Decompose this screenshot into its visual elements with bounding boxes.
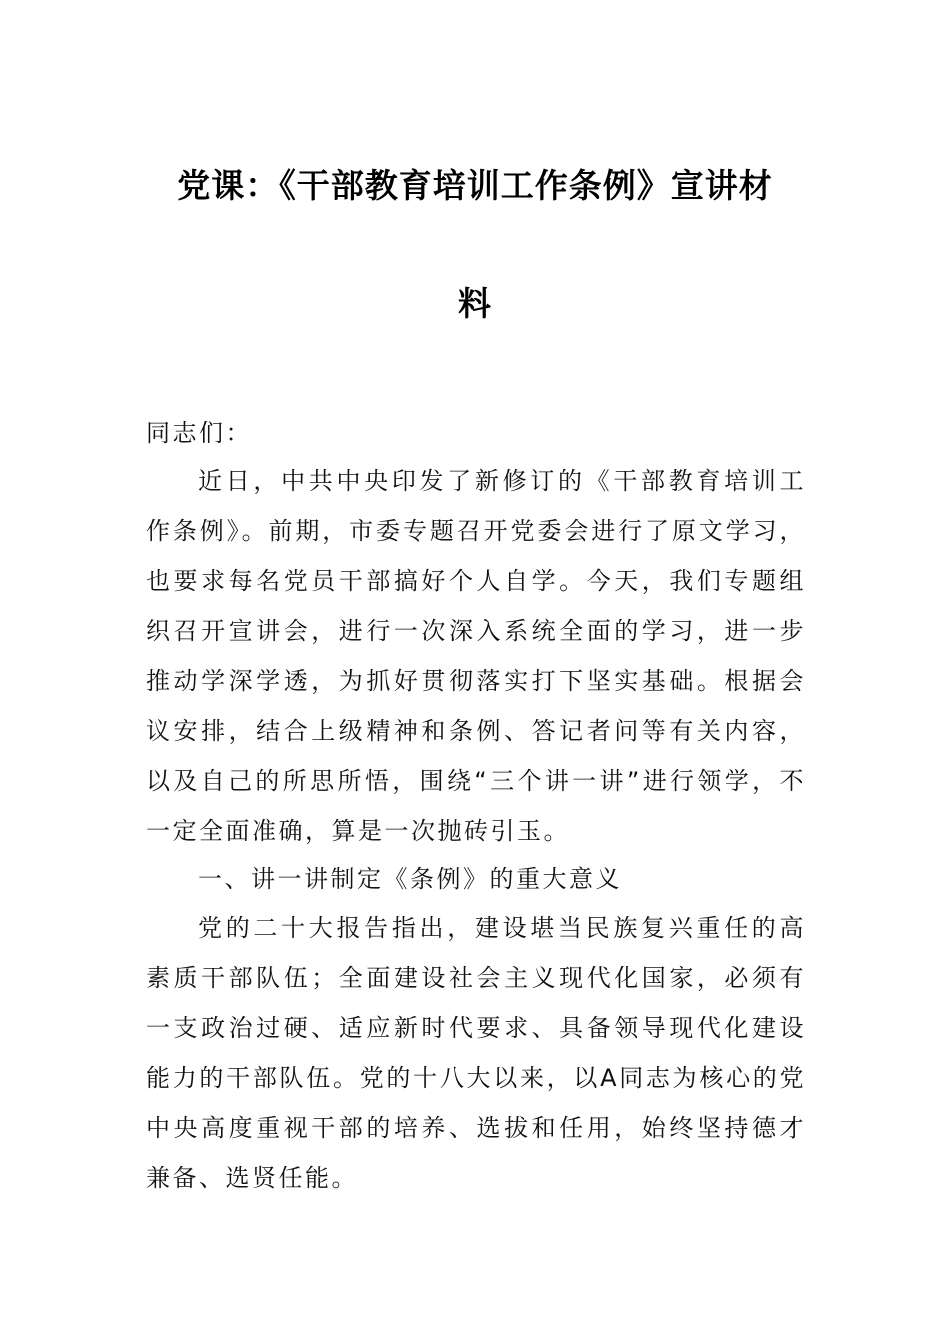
paragraph-section-1: 党的二十大报告指出，建设堪当民族复兴重任的高素质干部队伍；全面建设社会主义现代化国家，必须有一支政治过硬、适应新时代要求、具备领导现代化建设能力的干部队伍。党的十八大以来，以A同志为核心的党中央高度重视干部的培养、选拔和任用，始终坚持德才兼备、选贤任能。 xyxy=(146,914,806,1192)
salutation: 同志们： xyxy=(146,419,252,447)
document-title-line-2: 料 xyxy=(458,284,492,323)
document-title-line-1: 党课：《干部教育培训工作条例》宣讲材 xyxy=(177,166,773,205)
section-heading-1: 一、讲一讲制定《条例》的重大意义 xyxy=(198,865,622,893)
paragraph-intro: 近日，中共中央印发了新修订的《干部教育培训工作条例》。前期，市委专题召开党委会进行了原文学习，也要求每名党员干部搞好个人自学。今天，我们专题组织召开宣讲会，进行一次深入系统全面的学习，进一步推动学深学透，为抓好贯彻落实打下坚实基础。根据会议安排，结合上级精神和条例、答记者问等有关内容，以及自己的所思所悟，围绕“三个讲一讲”进行领学，不一定全面准确，算是一次抛砖引玉。 xyxy=(146,467,806,845)
